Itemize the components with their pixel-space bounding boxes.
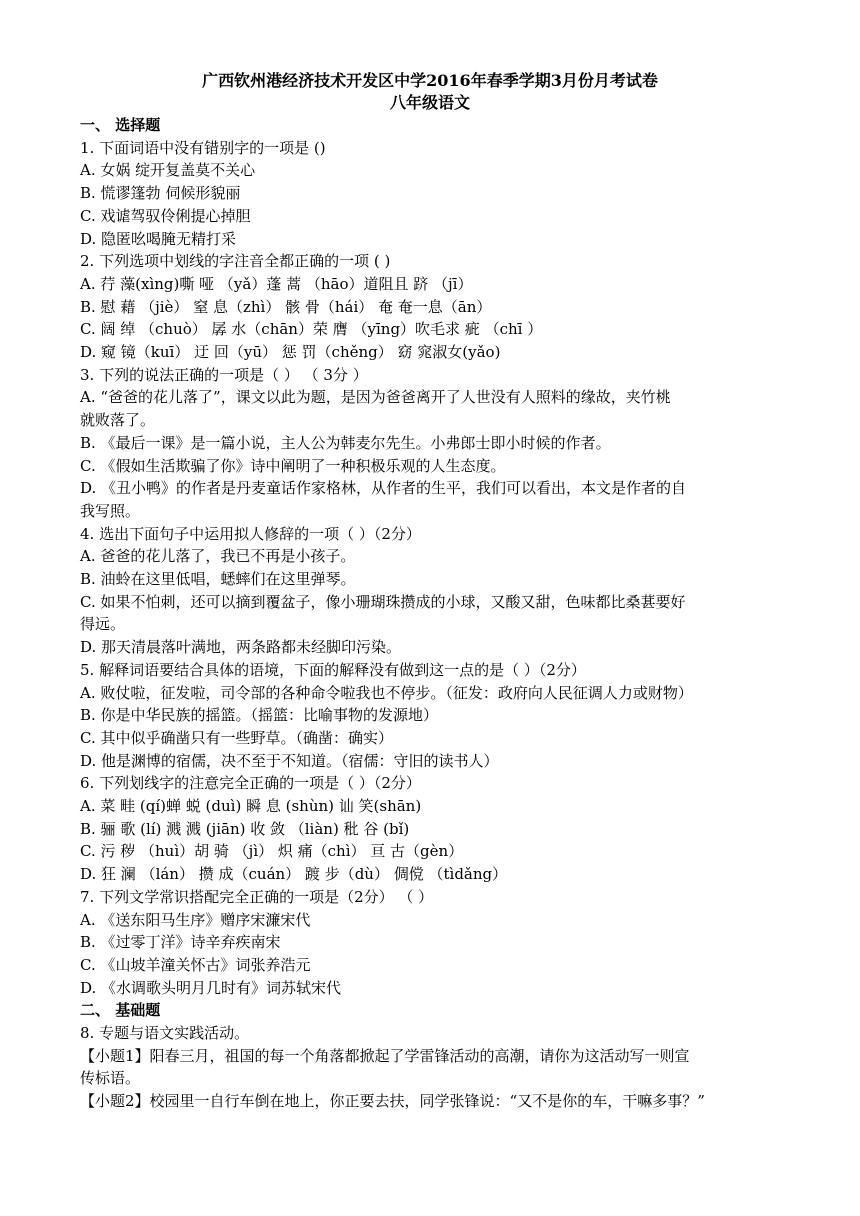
section-heading-choice: 一、 选择题 bbox=[80, 116, 161, 134]
question-4-option-c-line1: C. 如果不怕刺，还可以摘到覆盆子，像小珊瑚珠攒成的小球，又酸又甜，色味都比桑葚要好 bbox=[80, 592, 686, 611]
question-1-option-d: D. 隐匿吆喝腌无精打采 bbox=[80, 229, 237, 248]
question-5: 5. 解释词语要结合具体的语境，下面的解释没有做到这一点的是（ ）（2分） bbox=[80, 660, 586, 679]
question-8-sub1-line1: 【小题1】阳春三月，祖国的每一个角落都掀起了学雷锋活动的高潮，请你为这活动写一则宣 bbox=[80, 1046, 690, 1065]
question-3-option-c: C. 《假如生活欺骗了你》诗中阐明了一种积极乐观的人生态度。 bbox=[80, 456, 506, 475]
exam-title: 广西钦州港经济技术开发区中学2016年春季学期3月份月考试卷 bbox=[202, 71, 658, 90]
question-1-option-c: C. 戏谑驾驭伶俐提心掉胆 bbox=[80, 206, 251, 225]
question-3-option-d-line1: D. 《丑小鸭》的作者是丹麦童话作家格林，从作者的生平，我们可以看出，本文是作者的自 bbox=[80, 479, 687, 498]
question-3-option-b: B. 《最后一课》是一篇小说，主人公为韩麦尔先生。小弗郎士即小时候的作者。 bbox=[80, 433, 611, 452]
question-6: 6. 下列划线字的注意完全正确的一项是（ ）（2分） bbox=[80, 774, 421, 793]
question-4-option-c-line2: 得远。 bbox=[80, 615, 126, 634]
question-2-option-d: D. 窥 镜（kuī） 迂 回（yū） 惩 罚（chěng） 窈 窕淑女(yǎo) bbox=[80, 343, 501, 361]
question-7: 7. 下列文学常识搭配完全正确的一项是（2分） （ ） bbox=[80, 887, 434, 906]
section-heading-basic: 二、 基础题 bbox=[80, 1001, 161, 1020]
question-4-option-a: A. 爸爸的花儿落了，我已不再是小孩子。 bbox=[80, 547, 356, 566]
question-3: 3. 下列的说法正确的一项是（ ） （ 3分 ） bbox=[80, 365, 368, 384]
question-7-option-d: D. 《水调歌头明月几时有》词苏轼宋代 bbox=[80, 978, 342, 997]
question-6-option-d: D. 狂 澜 （lán） 攒 成（cuán） 踱 步（dù） 倜傥 （tìdǎng） bbox=[80, 865, 508, 884]
question-5-option-c: C. 其中似乎确凿只有一些野草。（确凿：确实） bbox=[80, 728, 393, 747]
question-6-option-a: A. 菜 畦 (qí)蝉 蜕 (duì) 瞬 息 (shùn) 讪 笑(shān) bbox=[80, 797, 422, 815]
question-8-sub2: 【小题2】校园里一自行车倒在地上，你正要去扶，同学张锋说：“又不是你的车，干嘛多事？” bbox=[80, 1092, 705, 1111]
question-3-option-a-line2: 就败落了。 bbox=[80, 411, 156, 430]
question-3-option-d-line2: 我写照。 bbox=[80, 501, 141, 520]
question-8: 8. 专题与语文实践活动。 bbox=[80, 1024, 250, 1042]
question-2: 2. 下列选项中划线的字注音全都正确的一项 ( ) bbox=[80, 252, 391, 271]
question-4: 4. 选出下面句子中运用拟人修辞的一项（ ）（2分） bbox=[80, 524, 421, 543]
question-3-option-a-line1: A. “爸爸的花儿落了”，课文以此为题，是因为爸爸离开了人世没有人照料的缘故，夹竹桃 bbox=[80, 388, 671, 407]
question-4-option-b: B. 油蛉在这里低唱，蟋蟀们在这里弹琴。 bbox=[80, 570, 356, 588]
question-1: 1. 下面词语中没有错别字的一项是 () bbox=[80, 138, 326, 157]
question-5-option-a: A. 败仗啦，征发啦，司令部的各种命令啦我也不停步。（征发：政府向人民征调人力或财物） bbox=[80, 683, 693, 702]
question-7-option-c: C. 《山坡羊潼关怀古》词张养浩元 bbox=[80, 955, 311, 974]
question-1-option-a: A. 女娲 绽开复盖莫不关心 bbox=[80, 161, 256, 180]
question-2-option-c: C. 阔 绰 （chuò） 孱 水（chān）荣 膺 （yīng）吹毛求 疵 （chī ） bbox=[80, 320, 543, 339]
question-7-option-b: B. 《过零丁洋》诗辛弃疾南宋 bbox=[80, 933, 281, 952]
question-1-option-b: B. 慌谬篷勃 伺候形貌丽 bbox=[80, 184, 241, 203]
question-5-option-d: D. 他是渊博的宿儒，决不至于不知道。（宿儒：守旧的读书人） bbox=[80, 751, 499, 770]
question-2-option-a: A. 荇 藻(xìng)嘶 哑 （yǎ）蓬 蒿 （hāo）道阻且 跻 （jī） bbox=[80, 274, 473, 293]
question-6-option-c: C. 污 秽 （huì）胡 骑 （jì） 炽 痛（chì） 亘 古（gèn） bbox=[80, 842, 464, 861]
question-6-option-b: B. 骊 歌 (lí) 溅 溅 (jiān) 收 敛 （liàn) 秕 谷 (bǐ) bbox=[80, 819, 410, 838]
question-4-option-d: D. 那天清晨落叶满地，两条路都未经脚印污染。 bbox=[80, 638, 402, 657]
question-5-option-b: B. 你是中华民族的摇篮。（摇篮：比喻事物的发源地） bbox=[80, 706, 439, 725]
question-8-sub1-line2: 传标语。 bbox=[80, 1069, 141, 1088]
question-7-option-a: A. 《送东阳马生序》赠序宋濂宋代 bbox=[80, 910, 311, 929]
exam-subtitle: 八年级语文 bbox=[389, 93, 470, 112]
question-2-option-b: B. 慰 藉 （jiè） 窒 息（zhì） 骸 骨（hái） 奄 奄一息（ān） bbox=[80, 297, 492, 316]
